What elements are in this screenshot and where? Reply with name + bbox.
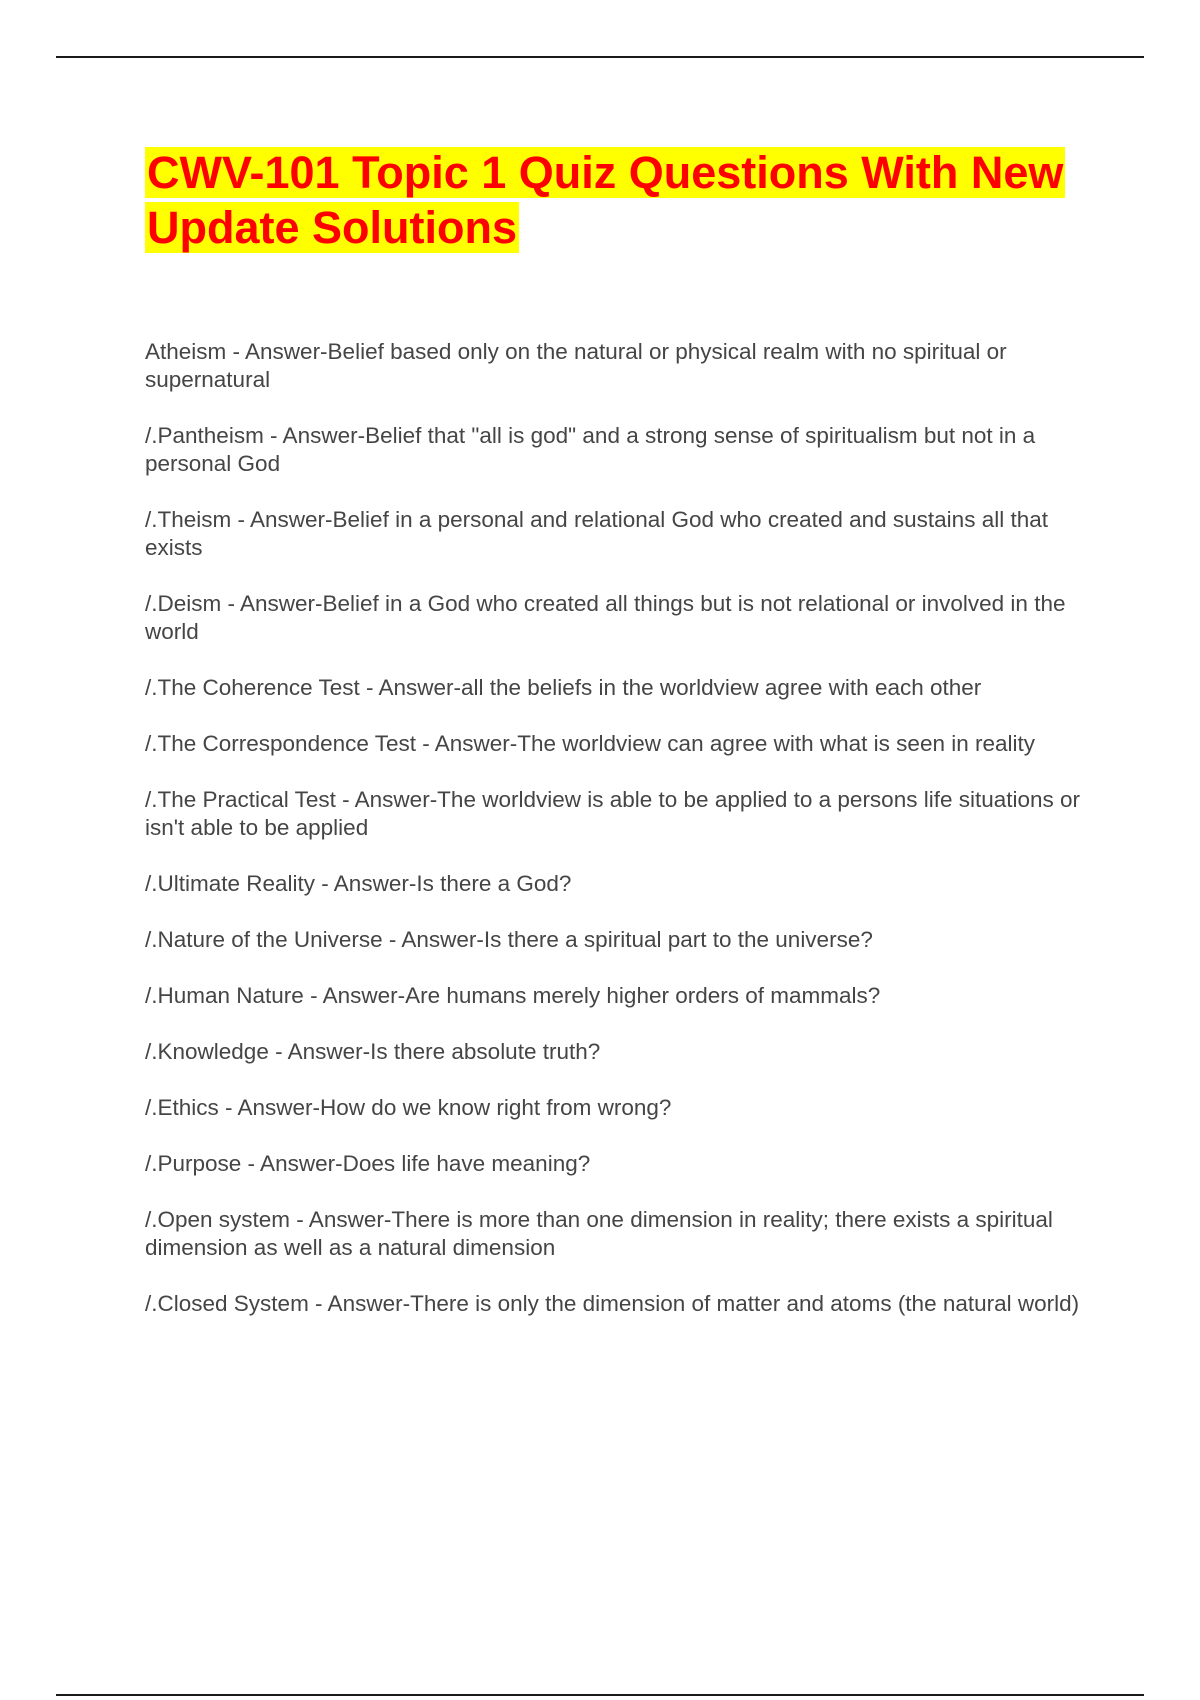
footer-rule: [56, 1694, 1144, 1696]
quiz-entry: /.Open system - Answer-There is more than one dimension in reality; there exists a spiritual dimension as well as a natural dimension: [145, 1207, 1053, 1260]
quiz-entry: /.Deism - Answer-Belief in a God who created all things but is not relational or involved in the world: [145, 591, 1066, 644]
quiz-entry: /.Purpose - Answer-Does life have meaning?: [145, 1151, 591, 1176]
document-title-text: CWV-101 Topic 1 Quiz Questions With New Update Solutions: [147, 147, 1064, 253]
quiz-entry: /.Closed System - Answer-There is only the dimension of matter and atoms (the natural world): [145, 1291, 1080, 1316]
document-title: [145, 145, 1065, 255]
quiz-entry: /.Nature of the Universe - Answer-Is there a spiritual part to the universe?: [145, 927, 873, 952]
quiz-entry-list: [145, 338, 1095, 1346]
quiz-entry: /.The Practical Test - Answer-The worldview is able to be applied to a persons life situations or isn't able to be applied: [145, 787, 1081, 840]
quiz-entry: /.Ethics - Answer-How do we know right from wrong?: [145, 1095, 672, 1120]
quiz-entry: /.Human Nature - Answer-Are humans merely higher orders of mammals?: [145, 983, 881, 1008]
quiz-entry: Atheism - Answer-Belief based only on the natural or physical realm with no spiritual or supernatural: [145, 339, 1007, 392]
quiz-entry: /.Knowledge - Answer-Is there absolute truth?: [145, 1039, 601, 1064]
header-rule: [56, 56, 1144, 58]
quiz-entry: /.Pantheism - Answer-Belief that "all is god" and a strong sense of spiritualism but not in a personal God: [145, 423, 1036, 476]
quiz-entry: /.The Coherence Test - Answer-all the beliefs in the worldview agree with each other: [145, 675, 982, 700]
quiz-entry: /.The Correspondence Test - Answer-The worldview can agree with what is seen in reality: [145, 731, 1036, 756]
quiz-entry: /.Theism - Answer-Belief in a personal and relational God who created and sustains all that exists: [145, 507, 1048, 560]
quiz-entry: /.Ultimate Reality - Answer-Is there a God?: [145, 871, 572, 896]
